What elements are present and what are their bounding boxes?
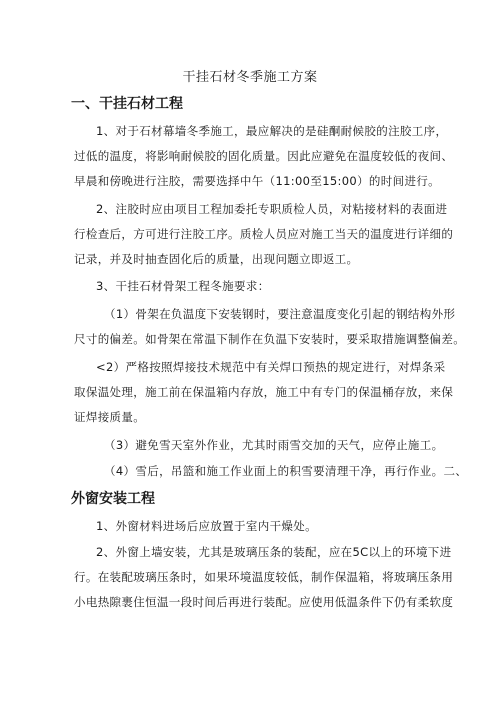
- section-heading-stone: 一、干挂石材工程: [71, 96, 183, 112]
- paragraph-line: 过低的温度，将影响耐候胶的固化质量。因此应避免在温度较低的夜间、: [74, 149, 454, 163]
- paragraph-line: 行。在装配玻璃压条时，如果环境温度较低，制作保温箱，将玻璃压条用: [74, 570, 454, 584]
- paragraph-line: 1、对于石材幕墙冬季施工，最应解决的是硅酮耐候胶的注胶工序，: [96, 124, 448, 138]
- paragraph-line: 2、注胶时应由项目工程加委托专职质检人员，对粘接材料的表面进: [96, 202, 448, 216]
- paragraph-line: 2、外窗上墙安装，尤其是玻璃压条的装配，应在5C以上的环境下进: [96, 545, 452, 559]
- paragraph-line: 3、干挂石材骨架工程冬施要求：: [96, 279, 270, 293]
- paragraph-line: 小电热隙裹住恒温一段时间后再进行装配。应使用低温条件下仍有柔软度: [74, 595, 454, 609]
- paragraph-line: 1、外窗材料进场后应放置于室内干燥处。: [96, 519, 317, 533]
- list-item-line: 尺寸的偏差。如骨架在常温下制作在负温下安装时，要采取措施调整偏差。: [74, 332, 466, 346]
- document-title: 干挂石材冬季施工方案: [182, 70, 318, 85]
- list-item-line: <2）严格按照焊接技术规范中有关焊口预热的规定进行，对焊条采: [96, 360, 446, 374]
- paragraph-line: 记录，并及时抽查固化后的质量，出现问题立即返工。: [74, 252, 359, 266]
- paragraph-line: 早晨和傍晚进行注胶，需要选择中午（11:00至15:00）的时间进行。: [74, 174, 441, 188]
- list-item-line: （4）雪后，吊篮和施工作业面上的积雪要清理干净，再行作业。二、: [104, 464, 468, 478]
- list-item-line: （1）骨架在负温度下安装钢时，要注意温度变化引起的钢结构外形: [104, 307, 456, 321]
- paragraph-line: 行检查后，方可进行注胶工序。质检人员应对施工当天的温度进行详细的: [74, 227, 454, 241]
- list-item-line: 证焊接质量。: [74, 410, 146, 424]
- list-item-line: 取保温处理，施工前在保温箱内存放，施工中有专门的保温桶存放，来保: [74, 385, 454, 399]
- section-heading-windows: 外窗安装工程: [71, 491, 155, 507]
- list-item-line: （3）避免雪天室外作业，尤其时雨雪交加的天气，应停止施工。: [104, 438, 444, 452]
